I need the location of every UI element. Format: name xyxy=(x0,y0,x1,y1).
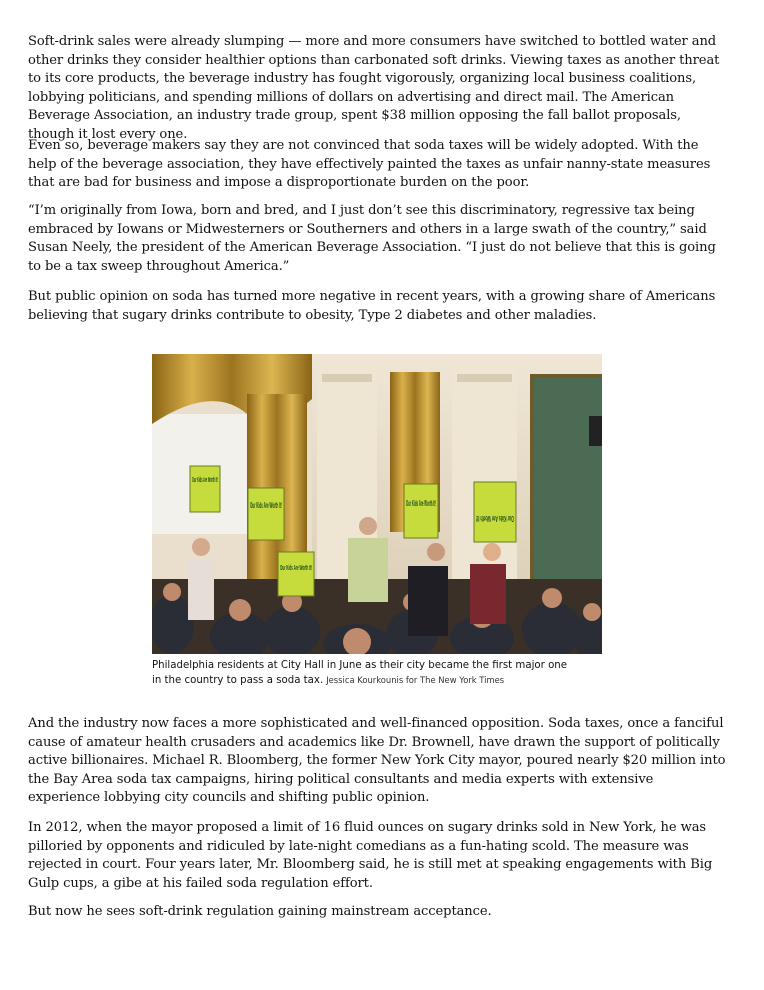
article-figure xyxy=(152,354,602,688)
article-paragraph: Even so, beverage makers say they are not convinced that soda taxes will be widely adopted. With the help of the beverage association, they have effectively painted the taxes as unfair nanny-state measures that are bad for business and impose a disproportionate burden on the poor. xyxy=(28,138,711,191)
article-paragraph: “I’m originally from Iowa, born and bred, and I just don’t see this discriminatory, regressive tax being embraced by Iowans or Midwesterners or Southerners and others in a large swath of the country,” said Susan Neely, the president of the American Beverage Association. “I just do not believe that this is going to be a tax sweep throughout America.” xyxy=(28,203,716,274)
protest-sign xyxy=(278,552,314,596)
photo-credit: Jessica Kourkounis for The New York Times xyxy=(326,675,505,685)
svg-text:Our Kids Are Worth It!: Our Kids Are Worth It! xyxy=(250,501,282,510)
article-paragraph: In 2012, when the mayor proposed a limit of 16 fluid ounces on sugary drinks sold in New York, he was pilloried by opponents and ridiculed by late-night comedians as a fun-hating scold. The measure was rejected in court. Four years later, Mr. Bloomberg said, he is still met at speaking engagements with Big Gulp cups, a gibe at his failed soda regulation effort. xyxy=(28,820,713,891)
protest-sign xyxy=(190,466,220,512)
protest-sign xyxy=(248,488,284,540)
protest-sign xyxy=(404,484,438,538)
city-hall-protest-photo xyxy=(152,354,602,654)
figure-caption xyxy=(152,659,572,688)
svg-text:Our Kids Are Worth It!: Our Kids Are Worth It! xyxy=(406,499,436,508)
article-paragraph: But now he sees soft-drink regulation gaining mainstream acceptance. xyxy=(28,904,492,919)
protest-sign xyxy=(474,482,516,542)
svg-text:Our Kids Are Worth It!: Our Kids Are Worth It! xyxy=(476,514,514,523)
article-paragraph: Soft-drink sales were already slumping — more and more consumers have switched to bottled water and other drinks they consider healthier options than carbonated soft drinks. Viewing taxes as another threat to its core products, the beverage industry has fought vigorously, organizing local business coalitions, lobbying politicians, and spending millions of dollars on advertising and direct mail. The American Beverage Association, an industry trade group, spent $38 million opposing the fall ballot proposals, though it lost every one. xyxy=(28,34,720,142)
caption-text: Philadelphia residents at City Hall in June as their city became the first major one in the country to pass a soda tax. xyxy=(152,660,568,686)
svg-text:Our Kids Are Worth It!: Our Kids Are Worth It! xyxy=(280,565,312,572)
article-paragraph: And the industry now faces a more sophisticated and well-financed opposition. Soda taxes, once a fanciful cause of amateur health crusaders and academics like Dr. Brownell, have drawn the support of politically active billionaires. Michael R. Bloomberg, the former New York City mayor, poured nearly $20 million into the Bay Area soda tax campaigns, hiring political consultants and media experts with extensive experience lobbying city councils and shifting public opinion. xyxy=(28,716,726,806)
article-paragraph: But public opinion on soda has turned more negative in recent years, with a growing share of Americans believing that sugary drinks contribute to obesity, Type 2 diabetes and other maladies. xyxy=(28,289,716,323)
svg-text:Our Kids Are Worth It!: Our Kids Are Worth It! xyxy=(192,477,218,484)
